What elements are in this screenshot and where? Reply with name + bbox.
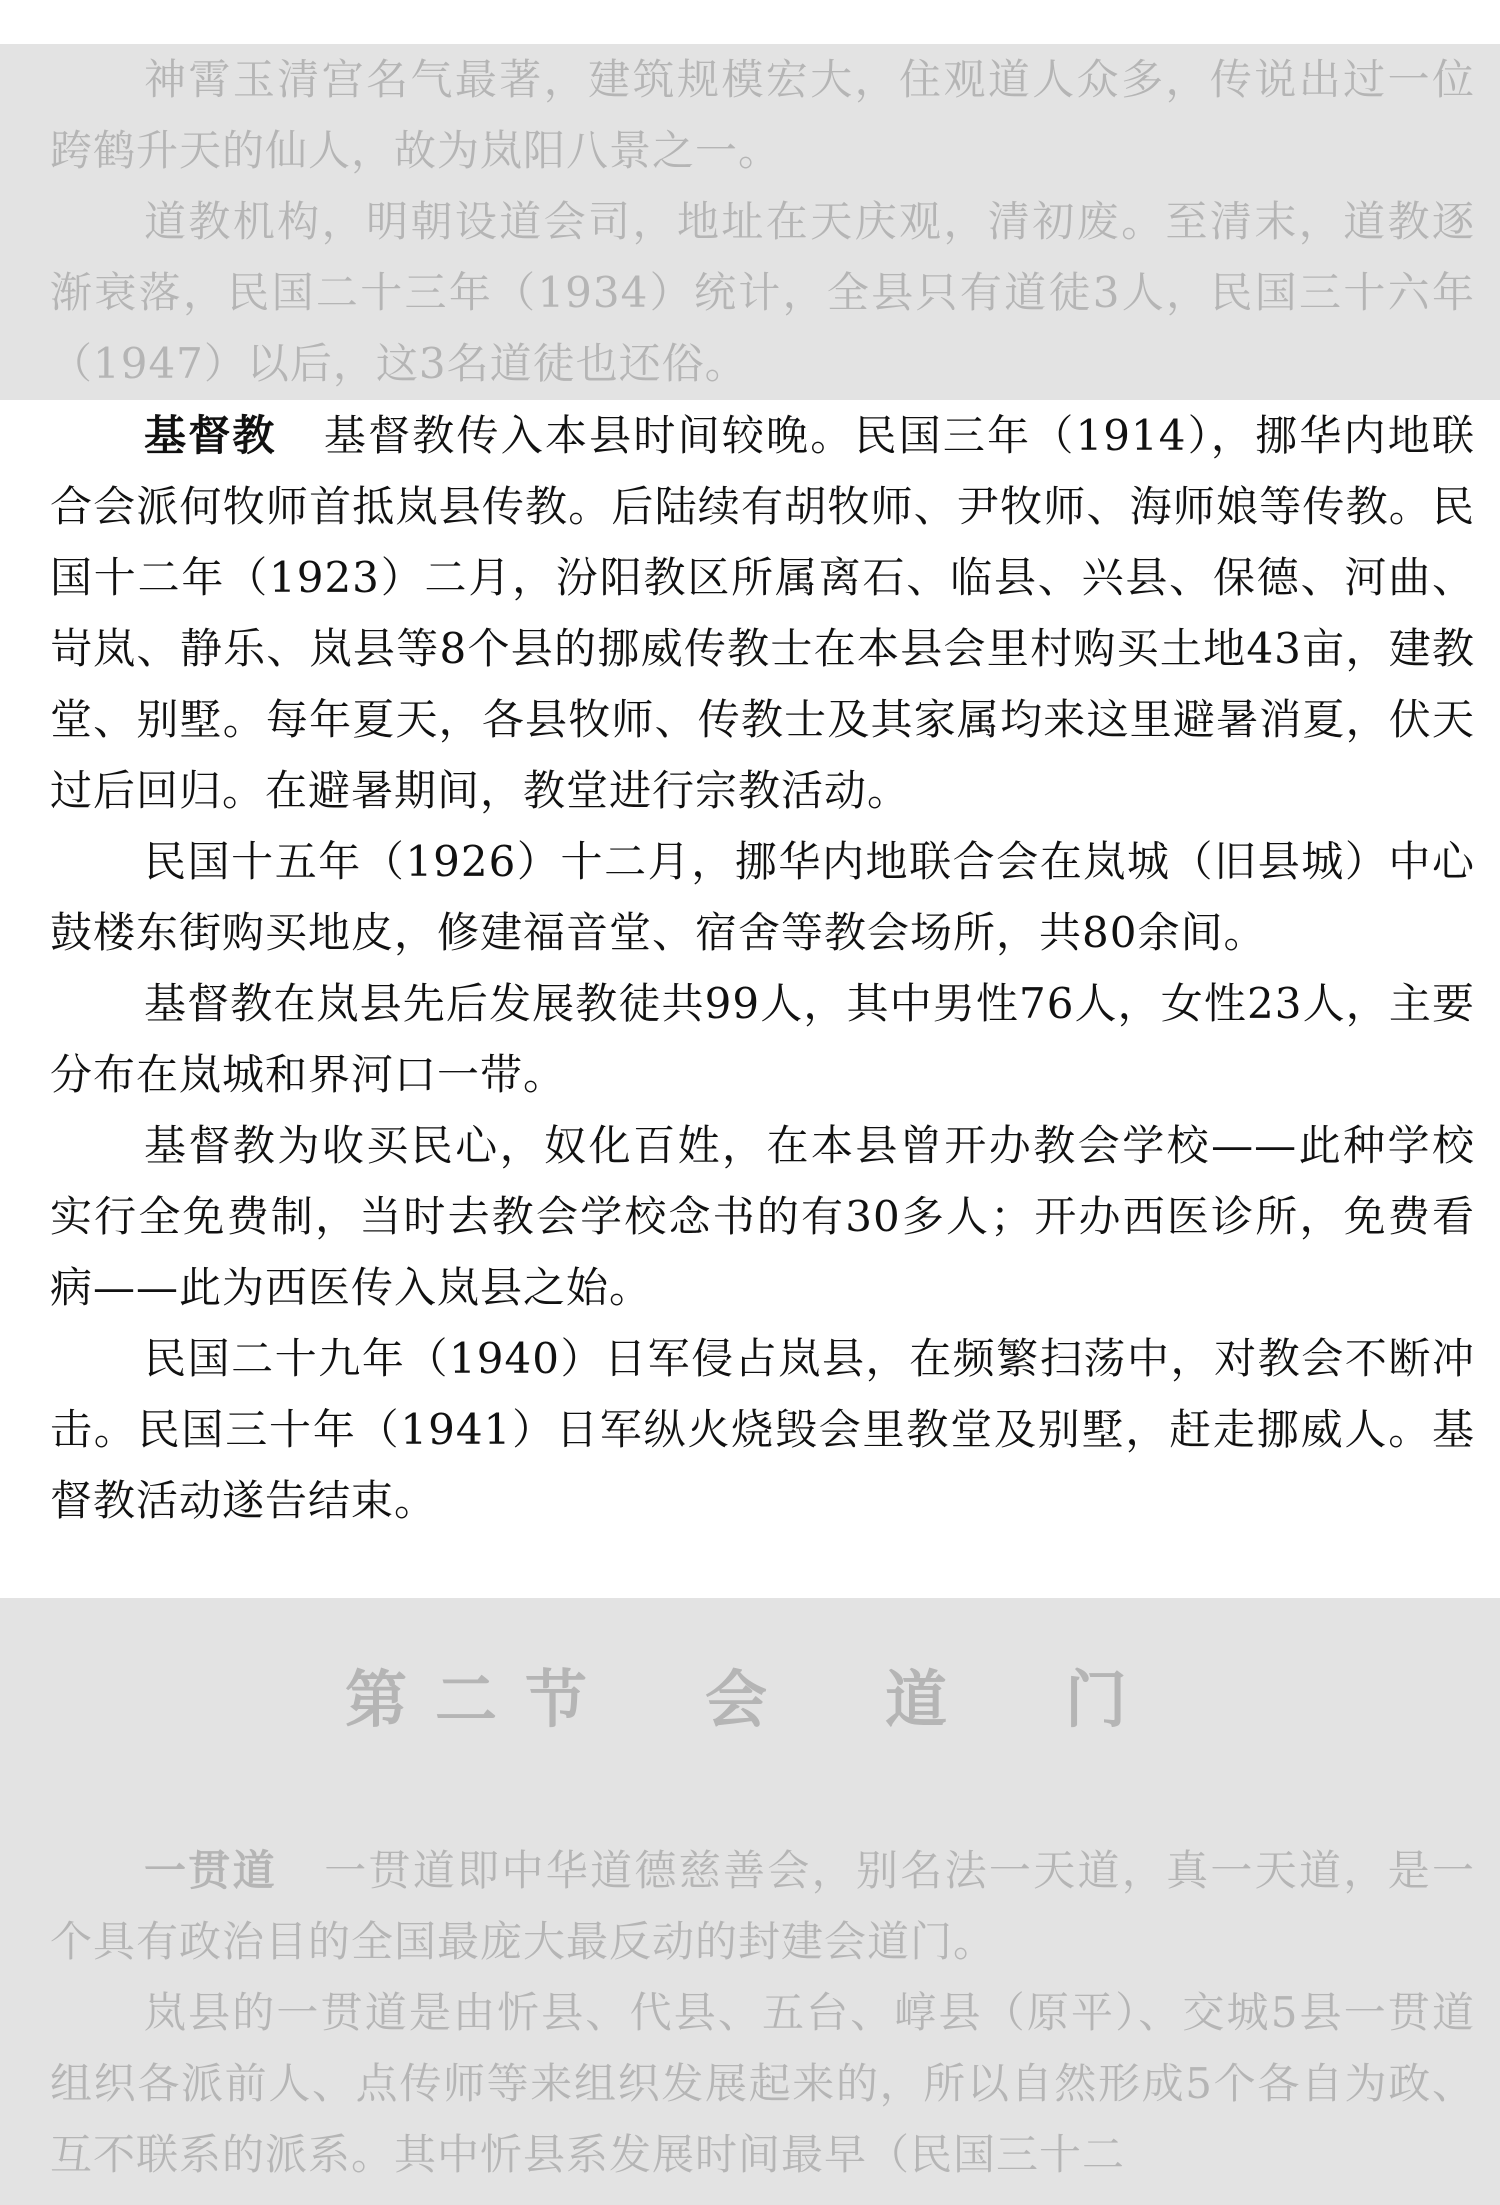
yiguandao-term: 一贯道 (144, 1846, 277, 1895)
christianity-term: 基督教 (144, 411, 277, 460)
taoism-temple-paragraph: 神霄玉清宫名气最著，建筑规模宏大，住观道人众多，传说出过一位跨鹤升天的仙人，故为岚阳八景之一。 (50, 55, 1475, 175)
yiguandao-intro-paragraph (50, 1835, 1475, 1977)
yiguandao-intro-text: 一贯道即中华道德慈善会，别名法一天道，真一天道，是一个具有政治目的全国最庞大最反动的封建会道门。 (50, 1846, 1475, 1966)
christianity-followers-paragraph: 基督教在岚县先后发展教徒共99人，其中男性76人，女性23人，主要分布在岚城和界河口一带。 (50, 979, 1475, 1099)
christianity-intro-paragraph (50, 400, 1475, 826)
christianity-church-paragraph: 民国十五年（1926）十二月，挪华内地联合会在岚城（旧县城）中心鼓楼东街购买地皮，修建福音堂、宿舍等教会场所，共80余间。 (50, 837, 1475, 957)
taoism-organization-paragraph: 道教机构，明朝设道会司，地址在天庆观，清初废。至清末，道教逐渐衰落，民国二十三年（1934）统计，全县只有道徒3人，民国三十六年（1947）以后，这3名道徒也还俗。 (50, 197, 1475, 388)
christianity-school-paragraph: 基督教为收买民心，奴化百姓，在本县曾开办教会学校——此种学校实行全免费制，当时去教会学校念书的有30多人；开办西医诊所，免费看病——此为西医传入岚县之始。 (50, 1121, 1475, 1312)
christianity-end-paragraph: 民国二十九年（1940）日军侵占岚县，在频繁扫荡中，对教会不断冲击。民国三十年（1941）日军纵火烧毁会里教堂及别墅，赶走挪威人。基督教活动遂告结束。 (50, 1334, 1475, 1525)
christianity-intro-text: 基督教传入本县时间较晚。民国三年（1914），挪华内地联合会派何牧师首抵岚县传教。后陆续有胡牧师、尹牧师、海师娘等传教。民国十二年（1923）二月，汾阳教区所属离石、临县、兴县、保德、河曲、岢岚、静乐、岚县等8个县的挪威传教士在本县会里村购买土地43亩，建教堂、别墅。每年夏天，各县牧师、传教士及其家属均来这里避暑消夏，伏天过后回归。在避暑期间，教堂进行宗教活动。 (50, 411, 1475, 815)
yiguandao-origin-paragraph: 岚县的一贯道是由忻县、代县、五台、崞县（原平）、交城5县一贯道组织各派前人、点传师等来组织发展起来的，所以自然形成5个各自为政、互不联系的派系。其中忻县系发展时间最早（民国三十二 (50, 1988, 1475, 2179)
section-title: 第二节 会 道 门 (344, 1663, 1155, 1736)
